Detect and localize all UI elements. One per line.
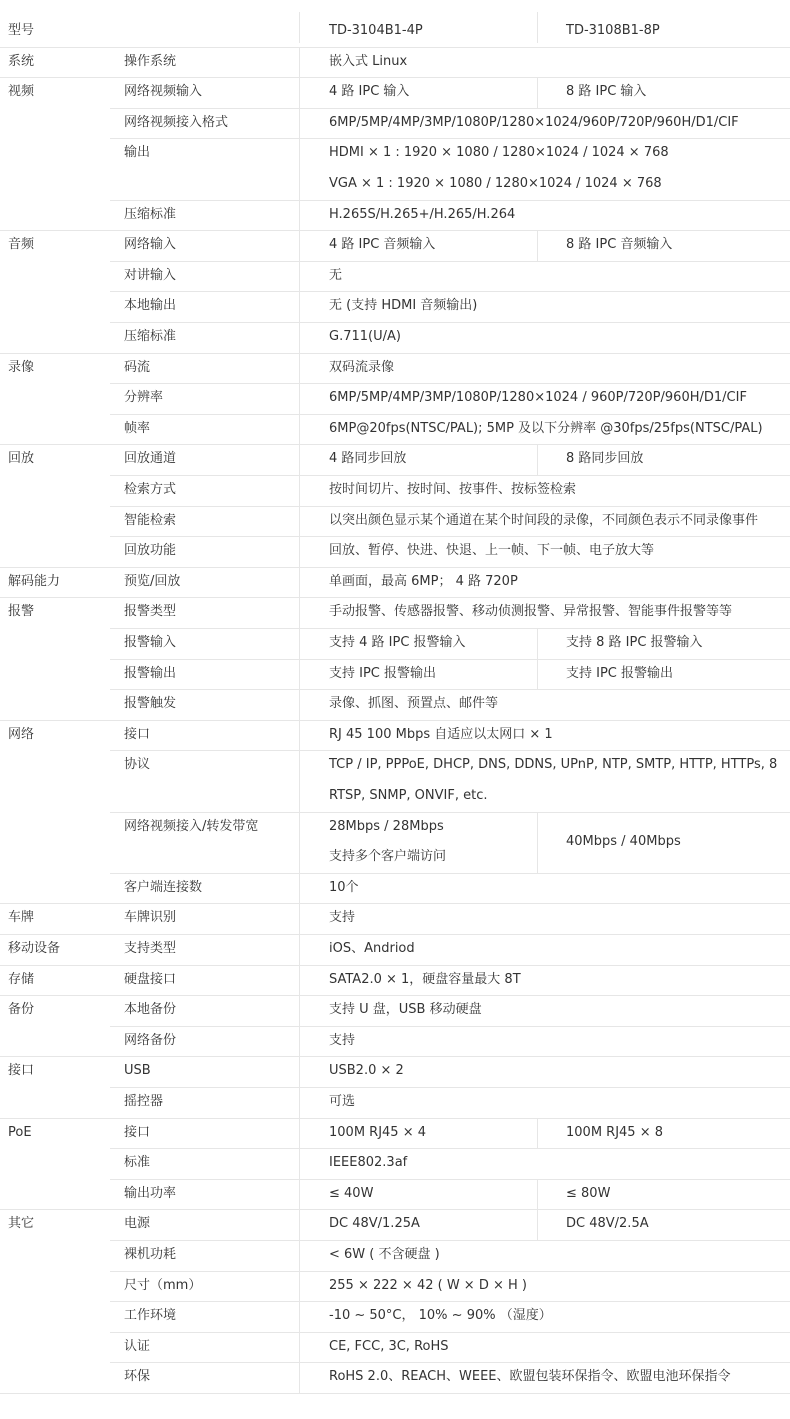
field-value: 支持 IPC 报警输出 — [566, 665, 674, 681]
row-divider — [0, 934, 790, 935]
row-divider — [0, 1056, 790, 1057]
field-label: 输出 — [124, 145, 151, 161]
row-divider — [0, 230, 790, 231]
field-value: 6MP/5MP/4MP/3MP/1080P/1280×1024/960P/720P/960H/D1/CIF — [329, 114, 739, 130]
row-divider — [0, 597, 790, 598]
column-divider — [537, 77, 538, 108]
row-divider — [110, 689, 790, 690]
field-label: 硬盘接口 — [124, 971, 177, 987]
field-value: 按时间切片、按时间、按事件、按标签检索 — [329, 482, 577, 497]
column-divider — [299, 261, 300, 292]
row-divider — [110, 1301, 790, 1302]
column-divider — [299, 567, 300, 598]
column-divider — [299, 414, 300, 445]
column-divider — [299, 230, 300, 261]
section-name: 移动设备 — [8, 941, 61, 956]
column-divider — [299, 536, 300, 567]
field-value: IEEE802.3af — [329, 1155, 408, 1171]
column-divider — [299, 138, 300, 199]
field-label: 网络备份 — [124, 1032, 177, 1048]
column-divider — [299, 1362, 300, 1393]
row-divider — [110, 1087, 790, 1088]
field-label: 回放通道 — [124, 451, 177, 467]
row-divider — [0, 903, 790, 904]
section-name: 备份 — [8, 1002, 35, 1018]
column-divider — [299, 597, 300, 628]
column-divider — [299, 659, 300, 690]
model-name: TD-3108B1-8P — [566, 23, 660, 38]
section-name: 接口 — [8, 1063, 35, 1079]
column-divider — [299, 1271, 300, 1302]
field-label: 输出功率 — [124, 1185, 177, 1201]
field-value: 支持 4 路 IPC 报警输入 — [329, 635, 466, 650]
column-divider — [299, 720, 300, 751]
column-divider — [299, 291, 300, 322]
section-name: 报警 — [8, 604, 35, 620]
field-value: 255 × 222 × 42 ( W × D × H ) — [329, 1277, 527, 1293]
field-value: DC 48V/2.5A — [566, 1216, 649, 1232]
field-value: 40Mbps / 40Mbps — [566, 833, 681, 849]
section-name: 视频 — [8, 84, 35, 100]
field-label: 认证 — [124, 1338, 151, 1354]
column-divider — [299, 1087, 300, 1118]
field-value: 支持 8 路 IPC 报警输入 — [566, 635, 703, 650]
section-name: 其它 — [8, 1216, 35, 1232]
row-divider — [110, 291, 790, 292]
column-divider — [299, 812, 300, 873]
field-value: < 6W ( 不含硬盘 ) — [329, 1247, 440, 1262]
column-divider — [299, 200, 300, 231]
column-divider — [299, 47, 300, 78]
field-label: 支持类型 — [124, 941, 177, 956]
row-divider — [0, 444, 790, 445]
row-divider — [110, 1362, 790, 1363]
column-divider — [299, 1179, 300, 1210]
column-divider — [299, 689, 300, 720]
row-divider — [110, 383, 790, 384]
field-value: 录像、抓图、预置点、邮件等 — [329, 696, 499, 712]
row-divider — [110, 138, 790, 139]
row-divider — [110, 536, 790, 537]
field-label: 报警类型 — [124, 604, 177, 620]
row-divider — [0, 47, 790, 48]
field-value: SATA2.0 × 1，硬盘容量最大 8T — [329, 971, 521, 987]
section-name: 回放 — [8, 451, 35, 467]
field-value: 回放、暂停、快进、快退、上一帧、下一帧、电子放大等 — [329, 543, 655, 559]
field-label: 网络输入 — [124, 237, 177, 253]
column-divider — [537, 12, 538, 43]
field-label: 压缩标准 — [124, 329, 177, 344]
row-divider — [110, 628, 790, 629]
field-value: VGA × 1 : 1920 × 1080 / 1280×1024 / 1024 × 768 — [329, 176, 662, 191]
field-value: 8 路 IPC 音频输入 — [566, 237, 673, 253]
field-value: RJ 45 100 Mbps 自适应以太网口 × 1 — [329, 726, 553, 742]
row-divider — [110, 322, 790, 323]
row-divider — [0, 567, 790, 568]
row-divider — [110, 200, 790, 201]
row-divider — [110, 873, 790, 874]
column-divider — [299, 873, 300, 904]
field-label: 裸机功耗 — [124, 1247, 177, 1262]
column-divider — [299, 12, 300, 43]
row-divider — [110, 1240, 790, 1241]
field-value: ≤ 80W — [566, 1185, 611, 1201]
field-value: 4 路同步回放 — [329, 451, 407, 467]
field-label: 报警输出 — [124, 665, 177, 681]
field-value: 可选 — [329, 1094, 356, 1109]
row-divider — [110, 1271, 790, 1272]
field-value: 支持 — [329, 910, 356, 926]
section-name: 网络 — [8, 726, 35, 742]
row-divider — [0, 1209, 790, 1210]
row-divider — [0, 965, 790, 966]
column-divider — [299, 77, 300, 108]
field-label: USB — [124, 1063, 151, 1079]
column-divider — [299, 1026, 300, 1057]
column-divider — [299, 506, 300, 537]
field-label: 车牌识别 — [124, 910, 177, 926]
field-label: 报警输入 — [124, 635, 177, 650]
row-divider — [0, 353, 790, 354]
section-name: 录像 — [8, 359, 35, 375]
row-divider — [0, 1393, 790, 1394]
field-value: G.711(U/A) — [329, 329, 401, 344]
column-divider — [299, 934, 300, 965]
field-value: 支持 — [329, 1032, 356, 1048]
column-divider — [299, 1056, 300, 1087]
field-label: 预览/回放 — [124, 573, 181, 589]
field-label: 码流 — [124, 359, 151, 375]
field-label: 压缩标准 — [124, 206, 177, 222]
field-value: 6MP@20fps(NTSC/PAL); 5MP 及以下分辨率 @30fps/25fps(NTSC/PAL) — [329, 420, 763, 436]
column-divider — [537, 230, 538, 261]
field-label: 本地输出 — [124, 298, 177, 314]
row-divider — [110, 812, 790, 813]
field-value: 无 (支持 HDMI 音频输出) — [329, 298, 478, 314]
field-value: -10 ~ 50°C， 10% ~ 90% （湿度） — [329, 1308, 552, 1324]
field-label: 摇控器 — [124, 1094, 164, 1109]
row-divider — [110, 506, 790, 507]
field-value: TCP / IP, PPPoE, DHCP, DNS, DDNS, UPnP, NTP, SMTP, HTTP, HTTPs, 8 — [329, 757, 778, 773]
field-label: 电源 — [124, 1216, 151, 1232]
field-label: 环保 — [124, 1369, 151, 1385]
row-divider — [110, 108, 790, 109]
field-label: 接口 — [124, 1124, 151, 1140]
field-value: DC 48V/1.25A — [329, 1216, 420, 1232]
field-label: 工作环境 — [124, 1308, 177, 1324]
field-value: 8 路 IPC 输入 — [566, 84, 647, 100]
row-divider — [110, 261, 790, 262]
column-divider — [537, 1179, 538, 1210]
field-value: 单画面，最高 6MP； 4 路 720P — [329, 573, 518, 589]
field-value: USB2.0 × 2 — [329, 1063, 404, 1079]
column-divider — [537, 812, 538, 873]
field-label: 报警触发 — [124, 696, 177, 712]
field-value: 28Mbps / 28Mbps — [329, 818, 444, 834]
column-divider — [299, 322, 300, 353]
field-value: RoHS 2.0、REACH、WEEE、欧盟包装环保指令、欧盟电池环保指令 — [329, 1369, 731, 1385]
field-value: 嵌入式 Linux — [329, 53, 408, 69]
column-divider — [299, 750, 300, 811]
row-divider — [110, 659, 790, 660]
model-name: TD-3104B1-4P — [329, 23, 423, 38]
field-value: ≤ 40W — [329, 1185, 374, 1201]
column-divider — [299, 353, 300, 384]
row-divider — [110, 1026, 790, 1027]
column-divider — [537, 659, 538, 690]
column-divider — [299, 383, 300, 414]
field-value: RTSP, SNMP, ONVIF, etc. — [329, 788, 488, 803]
field-label: 分辨率 — [124, 390, 164, 406]
field-value: HDMI × 1 : 1920 × 1080 / 1280×1024 / 1024 × 768 — [329, 145, 669, 161]
field-label: 本地备份 — [124, 1002, 177, 1018]
field-value: 支持 IPC 报警输出 — [329, 665, 437, 681]
column-divider — [299, 628, 300, 659]
column-divider — [299, 1301, 300, 1332]
field-value: 10个 — [329, 879, 359, 895]
field-label: 对讲输入 — [124, 267, 177, 283]
field-label: 网络视频输入 — [124, 84, 203, 100]
section-name: 系统 — [8, 53, 35, 69]
field-label: 标准 — [124, 1155, 151, 1171]
field-value: 双码流录像 — [329, 359, 395, 375]
field-label: 接口 — [124, 726, 151, 742]
field-value: iOS、Andriod — [329, 941, 415, 956]
section-name: 解码能力 — [8, 573, 61, 589]
field-value: 6MP/5MP/4MP/3MP/1080P/1280×1024 / 960P/720P/960H/D1/CIF — [329, 390, 747, 406]
field-label: 回放功能 — [124, 543, 177, 559]
field-label: 网络视频接入格式 — [124, 114, 229, 130]
field-label: 帧率 — [124, 420, 151, 436]
row-divider — [0, 1118, 790, 1119]
field-value: 100M RJ45 × 8 — [566, 1124, 663, 1140]
row-divider — [110, 1179, 790, 1180]
field-label: 协议 — [124, 757, 151, 773]
column-divider — [299, 475, 300, 506]
field-label: 客户端连接数 — [124, 879, 203, 895]
field-value: 支持多个客户端访问 — [329, 849, 447, 865]
column-divider — [537, 444, 538, 475]
field-value: 4 路 IPC 音频输入 — [329, 237, 436, 253]
row-divider — [110, 475, 790, 476]
section-name: 音频 — [8, 237, 35, 253]
section-name: 存储 — [8, 971, 35, 987]
model-label: 型号 — [8, 23, 35, 38]
row-divider — [0, 720, 790, 721]
field-label: 尺寸（mm） — [124, 1277, 202, 1293]
field-value: 8 路同步回放 — [566, 451, 644, 467]
row-divider — [0, 77, 790, 78]
column-divider — [537, 1118, 538, 1149]
field-value: 无 — [329, 267, 343, 283]
field-label: 智能检索 — [124, 512, 177, 528]
row-divider — [110, 750, 790, 751]
field-value: H.265S/H.265+/H.265/H.264 — [329, 206, 516, 222]
row-divider — [110, 1148, 790, 1149]
field-label: 检索方式 — [124, 482, 177, 497]
column-divider — [299, 1118, 300, 1149]
column-divider — [299, 965, 300, 996]
field-value: 支持 U 盘，USB 移动硬盘 — [329, 1002, 482, 1018]
column-divider — [299, 444, 300, 475]
field-label: 网络视频接入/转发带宽 — [124, 818, 259, 834]
field-value: 手动报警、传感器报警、移动侦测报警、异常报警、智能事件报警等等 — [329, 604, 733, 620]
column-divider — [299, 1209, 300, 1240]
row-divider — [110, 414, 790, 415]
column-divider — [299, 1332, 300, 1363]
section-name: 车牌 — [8, 910, 35, 926]
column-divider — [537, 628, 538, 659]
row-divider — [110, 1332, 790, 1333]
column-divider — [537, 1209, 538, 1240]
column-divider — [299, 108, 300, 139]
section-name: PoE — [8, 1124, 32, 1140]
column-divider — [299, 1240, 300, 1271]
row-divider — [0, 995, 790, 996]
field-label: 操作系统 — [124, 53, 177, 69]
field-value: 以突出颜色显示某个通道在某个时间段的录像，不同颜色表示不同录像事件 — [329, 512, 759, 528]
field-value: CE, FCC, 3C, RoHS — [329, 1338, 449, 1354]
column-divider — [299, 995, 300, 1026]
column-divider — [299, 1148, 300, 1179]
field-value: 100M RJ45 × 4 — [329, 1124, 426, 1140]
column-divider — [299, 903, 300, 934]
field-value: 4 路 IPC 输入 — [329, 84, 410, 100]
